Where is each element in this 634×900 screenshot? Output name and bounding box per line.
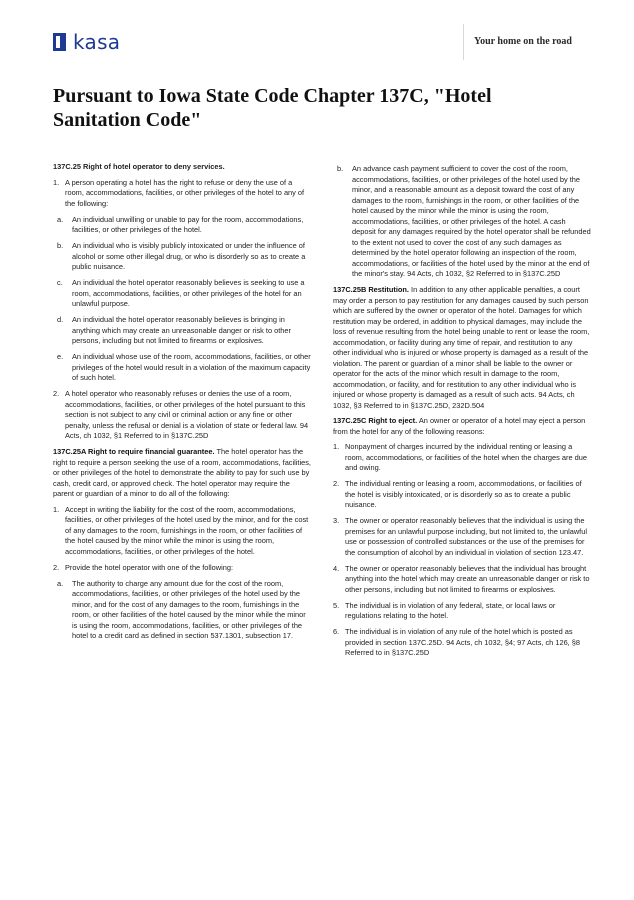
right-column: [333, 164, 591, 664]
list-item: b. An individual who is visibly publicly intoxicated or under the influence of alcohol or some other illegal drug, or who is disorderly so as to create a public nuisance.: [57, 241, 306, 271]
page-header: [0, 0, 634, 84]
section-137c25c: 137C.25C Right to eject. An owner or operator of a hotel may eject a person from the hotel for any of the following reasons:: [333, 416, 586, 436]
list-item: 1. Accept in writing the liability for the cost of the room, accommodations, facilities, or other privileges of the hotel used by the minor, and for the cost of any damages to the room, furnishings in the room, or other facilities of the hotel caused by the minor while the minor is using the room, accommodations, facilities, or other privileges of the hotel.: [53, 504, 309, 556]
section-137c25b-heading: 137C.25B Restitution.: [333, 285, 409, 294]
section-137c25a: 137C.25A Right to require financial guarantee. The hotel operator has the right to require a person seeking the use of a room, accommodations, facilities, or other privileges of the hotel to demonstrate the ability to pay for such use by cash, credit card, or approved check. The hotel operator may require the parent or guardian of a minor to do all of the following:: [53, 447, 311, 498]
list-item: d. An individual the hotel operator reasonably believes is bringing in anything which may create an unreasonable danger or risk to other persons, including but not limited to firearms or explosives.: [57, 315, 291, 345]
list-item: a. An individual unwilling or unable to pay for the room, accommodations, facilities, or other privileges of the hotel.: [57, 214, 304, 234]
list-item: b. An advance cash payment sufficient to cover the cost of the room, accommodations, facilities, or other privileges of the hotel used by the minor, and a reasonable amount as a deposit toward the cost of any damages to the room, furnishings in the room, or other facilities of the hotel caused by the minor while the minor is using the room, accommodations, facilities, or other privileges of the hotel. A cash deposit for any damages required by the hotel operator shall be refunded to the extent not used to cover the cost of any such damages as determined by the hotel operator following an inspection of the room, accommodations, or facilities of the hotel used by the minor at the end of the minor's stay. 94 Acts, ch 1032, §2 Referred to in §137C.25D: [337, 164, 591, 278]
section-137c25c-heading: 137C.25C Right to eject.: [333, 416, 418, 425]
list-item: e. An individual whose use of the room, accommodations, facilities, or other privileges of the hotel would result in a violation of the maximum capacity of such hotel.: [57, 352, 311, 382]
section-137c25-heading: 137C.25 Right of hotel operator to deny services.: [53, 162, 225, 171]
list-item: 2. Provide the hotel operator with one of the following:: [53, 562, 234, 572]
list-item: 2. A hotel operator who reasonably refuses or denies the use of a room, accommodations, facilities, or other privileges of the hotel pursuant to this section is not subject to any civil or criminal action or any fine or other penalty, unless the refusal or denial is a violation of state or federal law. 94 Acts, ch 1032, §1 Referred to in §137C.25D: [53, 389, 309, 440]
header-divider: [463, 24, 464, 60]
section-137c25b: 137C.25B Restitution. In addition to any other applicable penalties, a court may order a person to pay restitution for any damages caused by such person which are suffered by the owner or operator of the hotel. Damages for which restitution may be ordered, in addition to physical damages, may include the loss of revenue resulting from the hotel being unable to rent or lease the room, accommodation, or facility during any time of repair, and restitution to any other individual who is injured or whose property is damaged as a result of the violation. The parent or guardian of a minor shall be liable to the owner or operator for the acts of the minor which result in damage to the room, accommodation, or facility, and for restitution to any other individual who is injured or whose property is damaged as a result of such acts. 94 Acts, ch 1032, §3 Referred to in §137C.25D, 232D.504: [333, 285, 590, 410]
list-item: 1. Nonpayment of charges incurred by the individual renting or leasing a room, accommodations, or facilities of the hotel when the charges are due and owing.: [333, 442, 587, 472]
left-column: [53, 162, 311, 647]
list-item: a. The authority to charge any amount due for the cost of the room, accommodations, facilities, or other privileges of the hotel used by the minor, and for the cost of any damages to the room, furnishings in the room, or other facilities of the hotel caused by the minor while the minor is using the room, accommodations, facilities, or other privileges of the hotel to a credit card as defined in section 537.1301, subsection 17.: [57, 578, 306, 640]
section-137c25a-heading: 137C.25A Right to require financial guarantee.: [53, 447, 215, 456]
list-item: 4. The owner or operator reasonably believes that the individual has brought anything into the hotel which may create an unreasonable danger or risk to other persons, including but not limited to firearms or explosives.: [333, 563, 590, 594]
list-item: c. An individual the hotel operator reasonably believes is seeking to use a room, accommodations, facilities, or other privileges of the hotel for an unlawful purpose.: [57, 278, 305, 308]
brand-name: kasa: [73, 30, 121, 54]
list-item: 3. The owner or operator reasonably believes that the individual is using the premises for an unlawful purpose including, but not limited to, the unlawful use or possession of controlled substances or the use of the premises for the consumption of alcohol by an individual in violation of section 123.47.: [333, 516, 587, 557]
list-item: 2. The individual renting or leasing a room, accommodations, or facilities of the hotel is visibly intoxicated, or is disorderly so as to create a public nuisance.: [333, 479, 582, 509]
list-item: 6. The individual is in violation of any rule of the hotel which is posted as provided in section 137C.25D. 94 Acts, ch 1032, §4; 97 Acts, ch 126, §8 Referred to in §137C.25D: [333, 627, 581, 657]
page-title: Pursuant to Iowa State Code Chapter 137C, "Hotel Sanitation Code": [53, 85, 492, 131]
list-item: 5. The individual is in violation of any federal, state, or local laws or regulations relating to the hotel.: [333, 600, 556, 620]
brand-logo: [53, 32, 120, 52]
brand-tagline: Your home on the road: [474, 36, 572, 47]
list-item: 1. A person operating a hotel has the right to refuse or deny the use of a room, accommodations, facilities, or other privileges of the hotel to any of the following:: [53, 177, 305, 208]
kasa-logo-icon: [53, 33, 66, 51]
